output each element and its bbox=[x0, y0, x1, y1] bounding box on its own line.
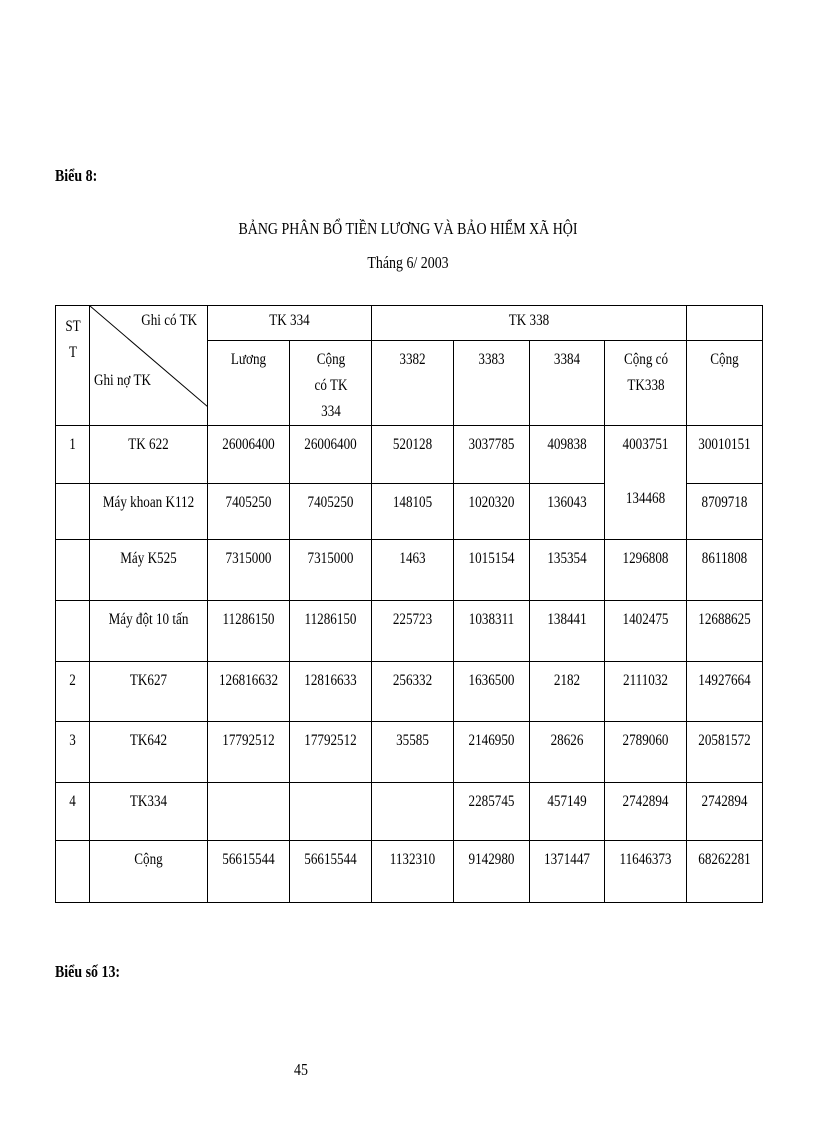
col-cong-co-338: Cộng có TK338 bbox=[605, 341, 687, 426]
salary-allocation-table bbox=[55, 305, 763, 903]
group-tk338: TK 338 bbox=[372, 306, 687, 341]
table-row: Máy khoan K112 7405250 7405250 148105 1020320 136043 8709718 bbox=[56, 484, 763, 540]
diag-top-label: Ghi có TK bbox=[141, 312, 197, 329]
table-row: 3 TK642 17792512 17792512 35585 2146950 28626 2789060 20581572 bbox=[56, 722, 763, 783]
table-subtitle: Tháng 6/ 2003 bbox=[367, 253, 449, 272]
col-luong: Lương bbox=[208, 341, 290, 426]
total-row: Cộng 56615544 56615544 1132310 9142980 1371447 11646373 68262281 bbox=[56, 841, 763, 903]
table-row: 1 TK 622 26006400 26006400 520128 3037785 409838 4003751 134468 30010151 bbox=[56, 426, 763, 484]
col-3384: 3384 bbox=[530, 341, 605, 426]
page-number: 45 bbox=[294, 1060, 308, 1079]
col-cong-co-334: Cộng có TK 334 bbox=[290, 341, 372, 426]
table-row: 4 TK334 2285745 457149 2742894 2742894 bbox=[56, 783, 763, 841]
table-row: 2 TK627 126816632 12816633 256332 1636500 2182 2111032 14927664 bbox=[56, 662, 763, 722]
col-3383: 3383 bbox=[454, 341, 530, 426]
header-row-groups bbox=[56, 306, 763, 341]
diag-bottom-label: Ghi nợ TK bbox=[94, 372, 151, 389]
col-cong: Cộng bbox=[687, 341, 763, 426]
diagonal-header bbox=[90, 306, 208, 426]
stt-header: ST T bbox=[56, 306, 90, 426]
group-tk334: TK 334 bbox=[208, 306, 372, 341]
table-row: Máy đột 10 tấn 11286150 11286150 225723 1038311 138441 1402475 12688625 bbox=[56, 601, 763, 662]
heading-bieu-8: Biểu 8: bbox=[55, 166, 98, 185]
col-3382: 3382 bbox=[372, 341, 454, 426]
table-row: Máy K525 7315000 7315000 1463 1015154 135354 1296808 8611808 bbox=[56, 540, 763, 601]
group-empty bbox=[687, 306, 763, 341]
table-title: BẢNG PHÂN BỔ TIỀN LƯƠNG VÀ BẢO HIỂM XÃ HỘI bbox=[238, 219, 578, 238]
heading-bieu-so-13: Biểu số 13: bbox=[55, 962, 121, 981]
